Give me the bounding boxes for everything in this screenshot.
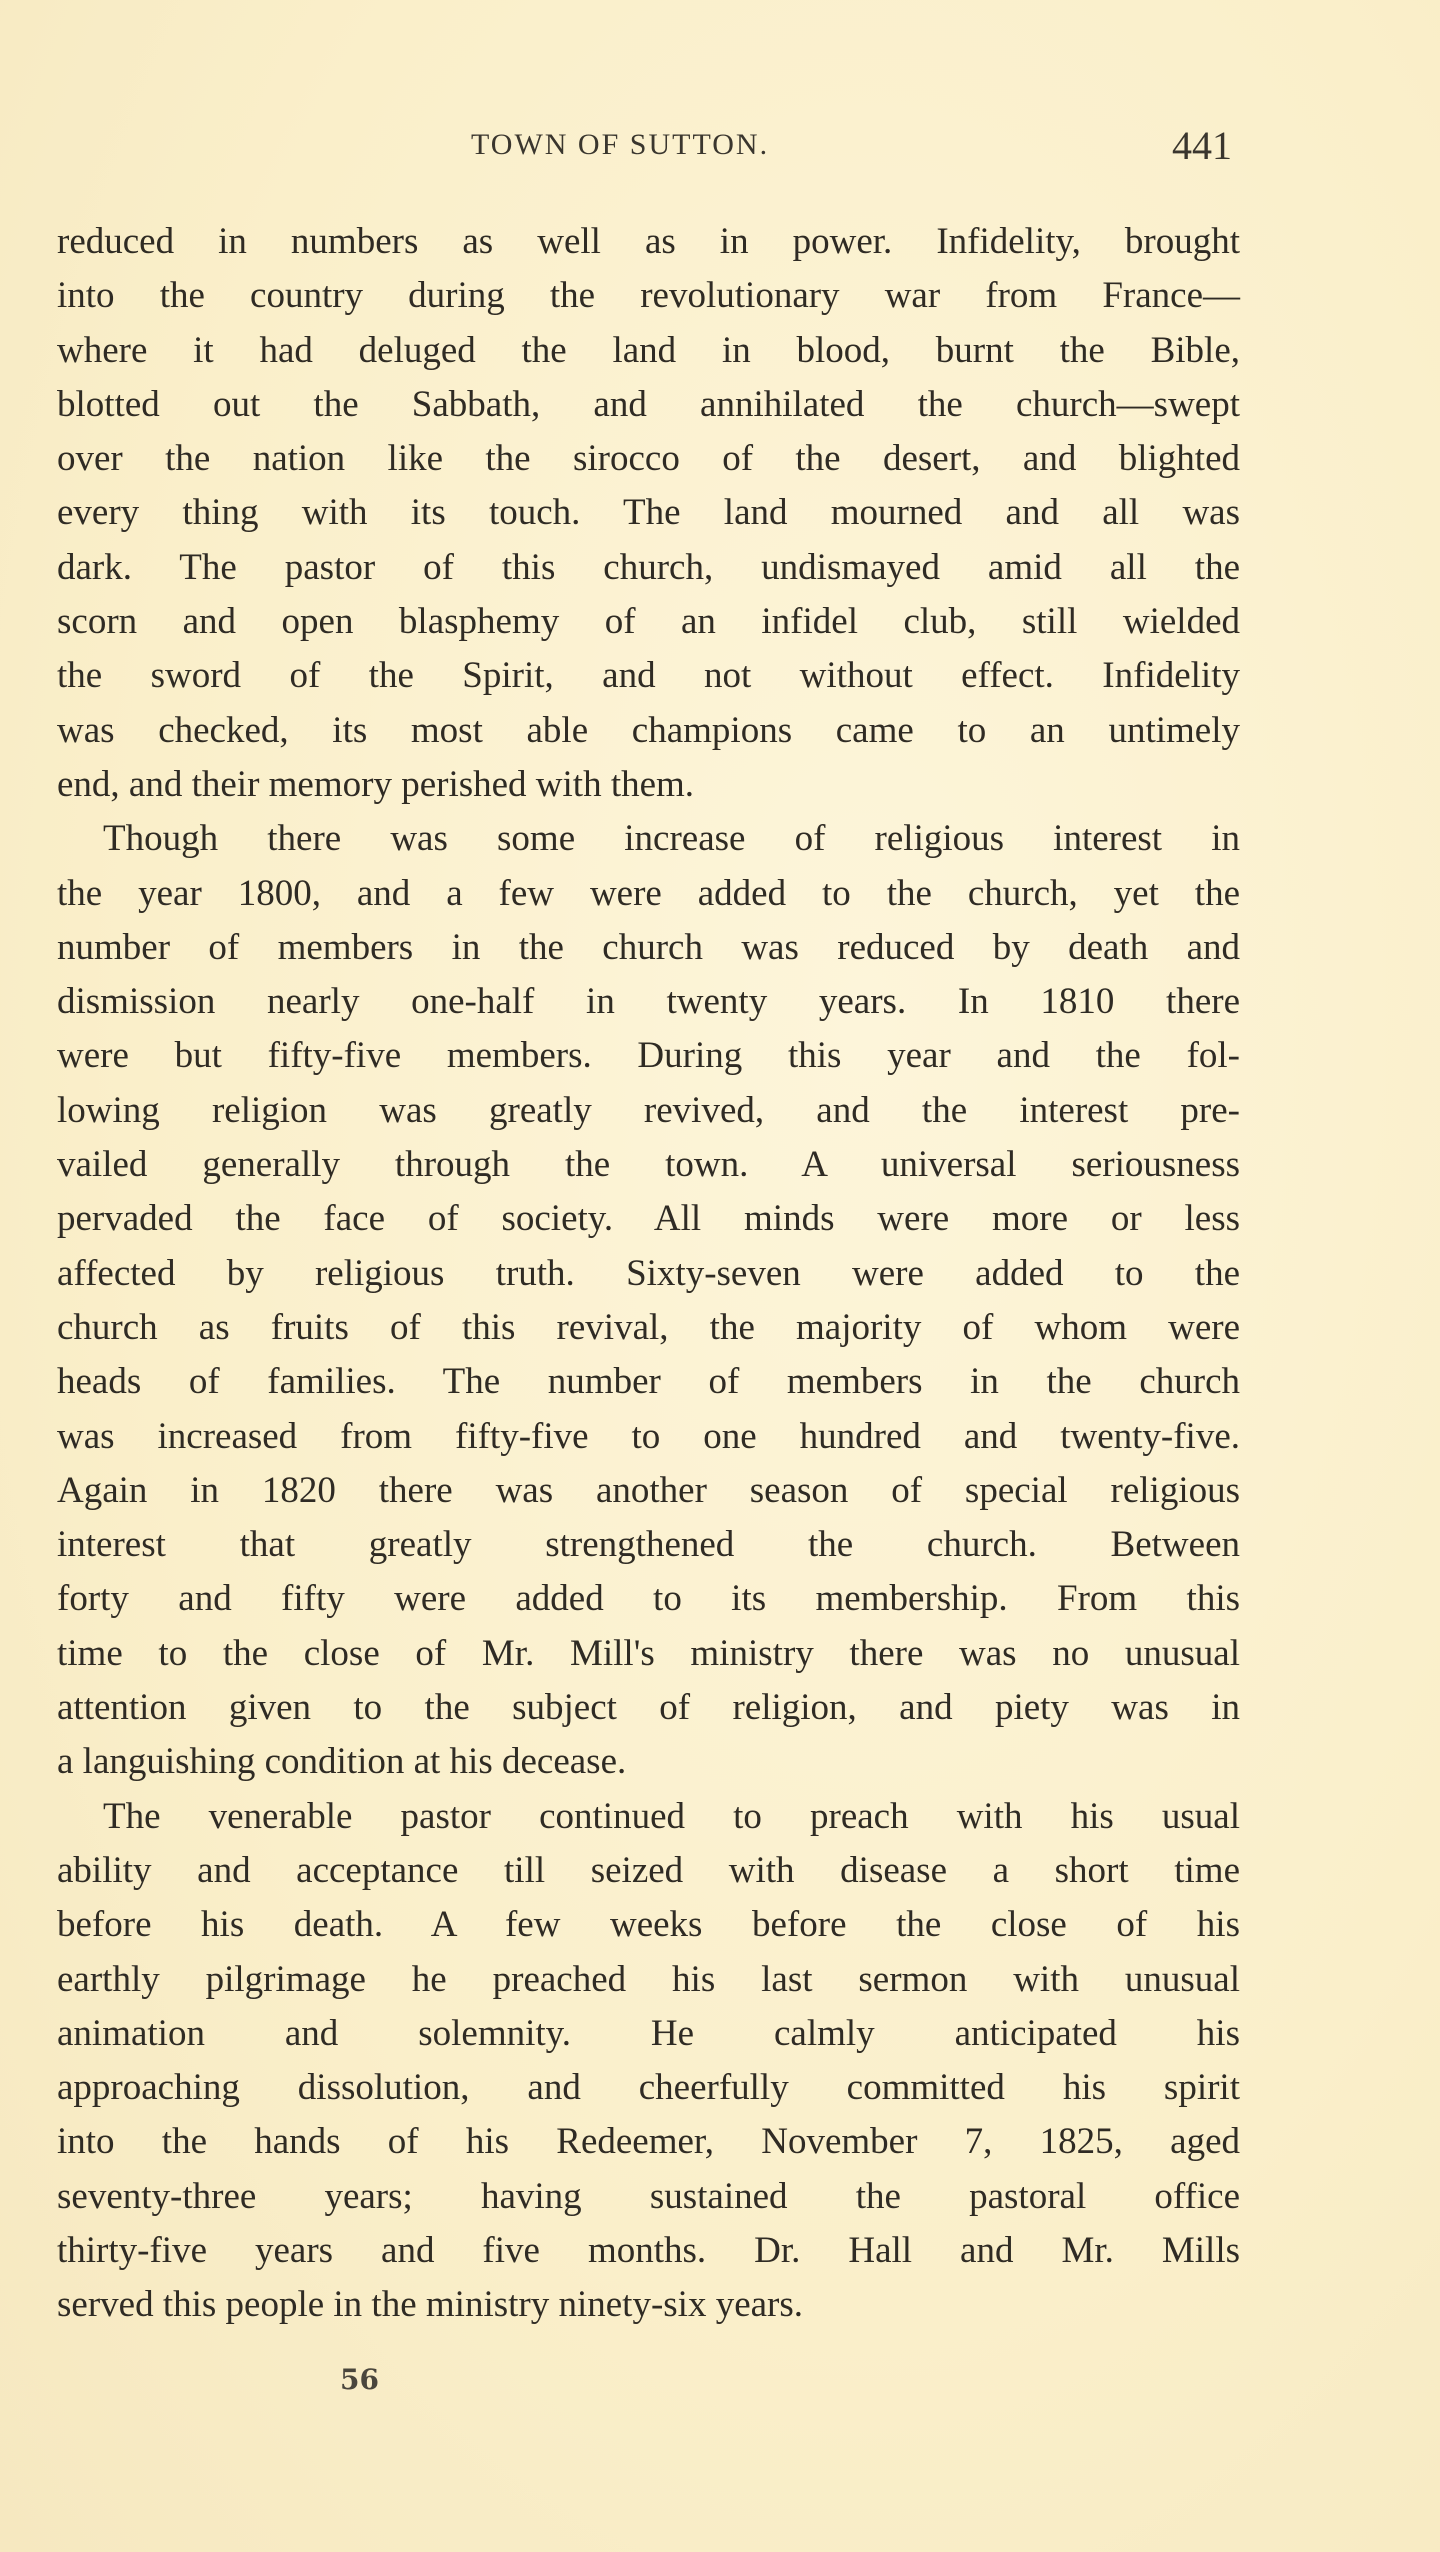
text-line: animation and solemnity. He calmly anticipated his	[57, 2012, 1240, 2054]
text-line: pervaded the face of society. All minds were more or less	[57, 1198, 1240, 1240]
text-line: was increased from fifty-five to one hundred and twenty-five.	[57, 1415, 1240, 1457]
text-line: time to the close of Mr. Mill's ministry there was no unusual	[57, 1632, 1240, 1674]
text-line: attention given to the subject of religion, and piety was in	[57, 1687, 1240, 1729]
text-line: were but fifty-five members. During this year and the fol-	[57, 1035, 1240, 1077]
text-line: earthly pilgrimage he preached his last sermon with unusual	[57, 1958, 1240, 2000]
text-line: The venerable pastor continued to preach with his usual	[103, 1795, 1240, 1837]
text-line: Again in 1820 there was another season of special religious	[57, 1469, 1240, 1511]
text-line: blotted out the Sabbath, and annihilated the church—swept	[57, 383, 1240, 425]
text-line: Though there was some increase of religious interest in	[103, 818, 1240, 860]
paragraph-2	[57, 812, 1240, 1789]
text-line: thirty-five years and five months. Dr. Hall and Mr. Mills	[57, 2229, 1240, 2271]
text-line: was checked, its most able champions came to an untimely	[57, 709, 1240, 751]
text-line: a languishing condition at his decease.	[57, 1741, 627, 1783]
text-line: end, and their memory perished with them.	[57, 763, 695, 805]
text-line: number of members in the church was reduced by death and	[57, 926, 1240, 968]
paragraph-3	[57, 1790, 1240, 2333]
text-line: scorn and open blasphemy of an infidel club, still wielded	[57, 601, 1240, 643]
text-line: every thing with its touch. The land mourned and all was	[57, 492, 1240, 534]
text-line: lowing religion was greatly revived, and the interest pre-	[57, 1089, 1240, 1131]
text-line: over the nation like the sirocco of the desert, and blighted	[57, 438, 1240, 480]
text-line: dismission nearly one-half in twenty years. In 1810 there	[57, 981, 1240, 1023]
signature-mark: 56	[340, 2363, 379, 2396]
text-line: vailed generally through the town. A universal seriousness	[57, 1144, 1240, 1186]
text-line: reduced in numbers as well as in power. Infidelity, brought	[57, 221, 1240, 262]
text-line: served this people in the ministry ninety-six years.	[57, 2284, 804, 2326]
text-line: dark. The pastor of this church, undismayed amid all the	[57, 546, 1240, 588]
running-head	[57, 123, 1240, 178]
text-line: seventy-three years; having sustained the pastoral office	[57, 2175, 1240, 2217]
text-line: church as fruits of this revival, the majority of whom were	[57, 1306, 1240, 1348]
text-line: affected by religious truth. Sixty-seven were added to the	[57, 1252, 1240, 1294]
body-text	[57, 215, 1240, 2333]
text-line: interest that greatly strengthened the church. Between	[57, 1524, 1240, 1566]
text-line: where it had deluged the land in blood, burnt the Bible,	[57, 329, 1240, 371]
text-line: before his death. A few weeks before the close of his	[57, 1904, 1240, 1946]
text-line: into the hands of his Redeemer, November 7, 1825, aged	[57, 2121, 1240, 2163]
text-line: forty and fifty were added to its membership. From this	[57, 1578, 1240, 1620]
running-title: TOWN OF SUTTON.	[471, 128, 770, 161]
text-line: ability and acceptance till seized with disease a short time	[57, 1849, 1240, 1891]
paragraph-1	[57, 215, 1240, 812]
text-line: into the country during the revolutionary war from France—	[57, 275, 1240, 317]
text-line: approaching dissolution, and cheerfully committed his spirit	[57, 2067, 1240, 2109]
text-line: the sword of the Spirit, and not without effect. Infidelity	[57, 655, 1240, 697]
text-line: heads of families. The number of members in the church	[57, 1361, 1240, 1403]
page-number: 441	[1172, 123, 1232, 168]
text-line: the year 1800, and a few were added to the church, yet the	[57, 872, 1240, 914]
